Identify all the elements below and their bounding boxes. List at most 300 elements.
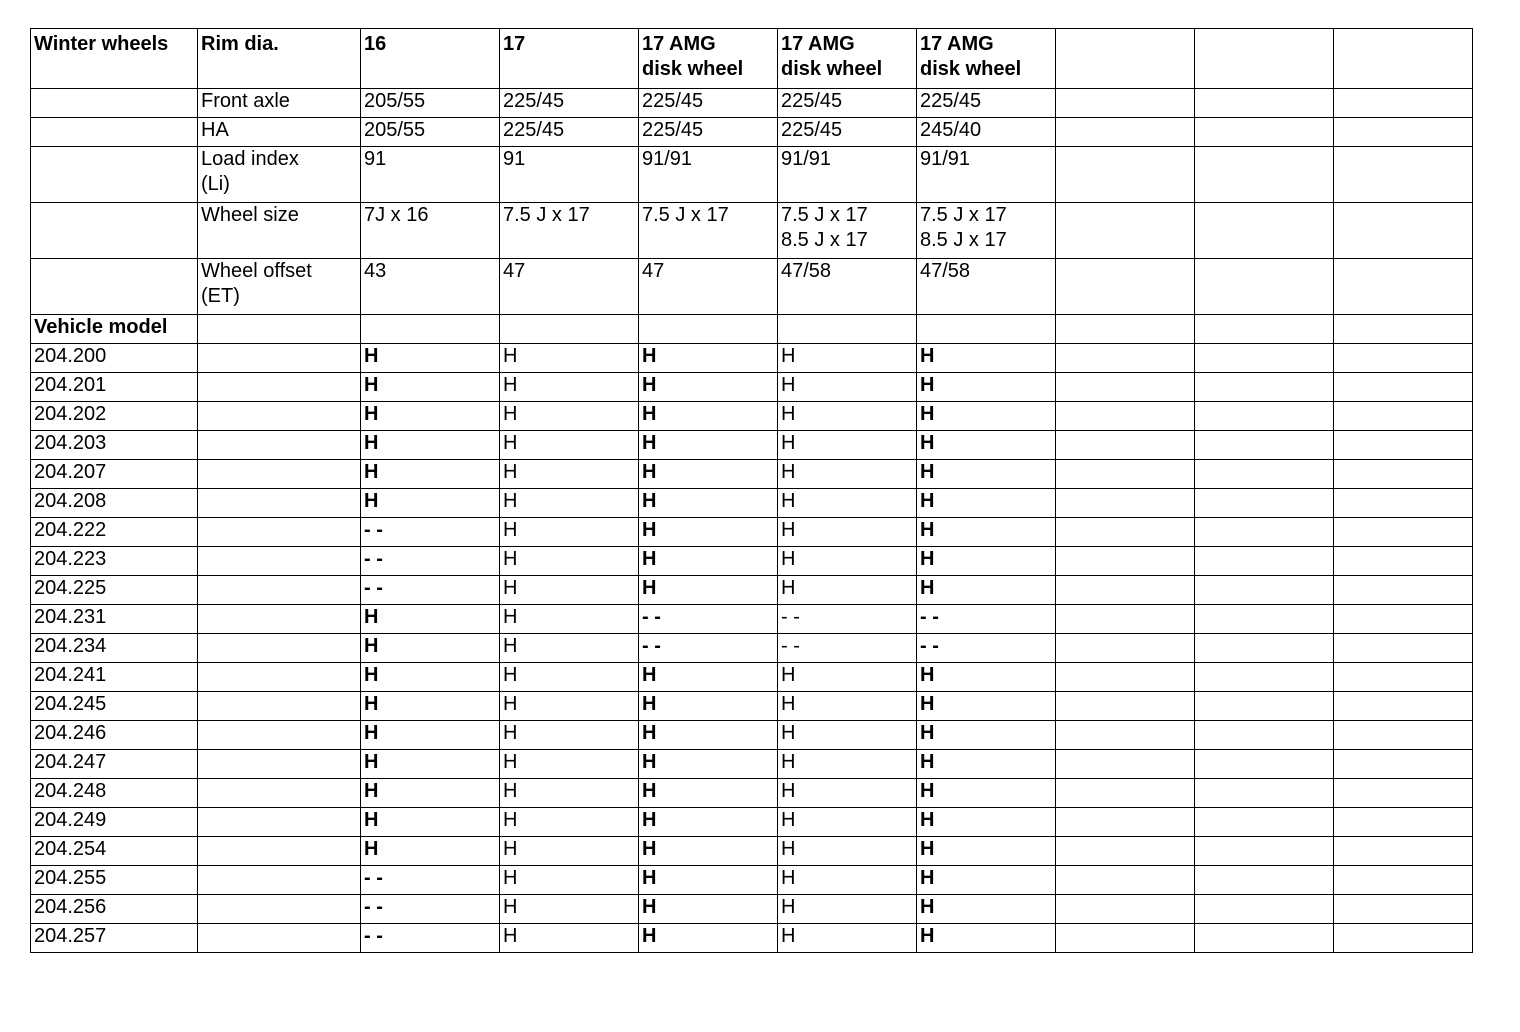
approval-cell: H xyxy=(778,663,917,692)
vehicle-model-cell: 204.257 xyxy=(31,924,198,953)
table-cell xyxy=(1056,779,1195,808)
table-cell: 7.5 J x 17 8.5 J x 17 xyxy=(778,203,917,259)
vehicle-model-cell: 204.201 xyxy=(31,373,198,402)
approval-cell: H xyxy=(778,344,917,373)
table-cell xyxy=(1334,431,1473,460)
table-cell xyxy=(1056,89,1195,118)
table-cell xyxy=(1056,721,1195,750)
table-cell xyxy=(1334,779,1473,808)
table-cell xyxy=(1056,895,1195,924)
approval-cell: H xyxy=(500,924,639,953)
vehicle-model-cell: 204.249 xyxy=(31,808,198,837)
table-cell: 245/40 xyxy=(917,118,1056,147)
approval-cell: H xyxy=(639,373,778,402)
approval-cell: H xyxy=(639,779,778,808)
table-body xyxy=(31,29,1473,953)
table-row xyxy=(31,924,1473,953)
vehicle-model-cell: 204.231 xyxy=(31,605,198,634)
table-cell: 225/45 xyxy=(639,89,778,118)
table-cell: 17 AMG disk wheel xyxy=(778,29,917,89)
table-row xyxy=(31,866,1473,895)
approval-cell: H xyxy=(639,663,778,692)
table-row xyxy=(31,344,1473,373)
approval-cell: H xyxy=(500,605,639,634)
table-row xyxy=(31,460,1473,489)
table-cell: 91 xyxy=(361,147,500,203)
vehicle-model-cell: 204.256 xyxy=(31,895,198,924)
table-cell: 17 AMG disk wheel xyxy=(917,29,1056,89)
table-cell xyxy=(1195,837,1334,866)
table-cell xyxy=(198,460,361,489)
table-cell xyxy=(1056,344,1195,373)
table-row xyxy=(31,547,1473,576)
table-cell xyxy=(1334,147,1473,203)
approval-cell: H xyxy=(917,924,1056,953)
approval-cell: H xyxy=(361,605,500,634)
table-cell xyxy=(1195,402,1334,431)
table-cell: 17 AMG disk wheel xyxy=(639,29,778,89)
table-row xyxy=(31,634,1473,663)
table-cell xyxy=(1056,663,1195,692)
winter-wheels-table xyxy=(30,28,1473,953)
table-cell xyxy=(1334,808,1473,837)
table-cell xyxy=(917,315,1056,344)
vehicle-model-cell: 204.246 xyxy=(31,721,198,750)
table-cell xyxy=(198,779,361,808)
table-cell: 225/45 xyxy=(917,89,1056,118)
approval-cell: H xyxy=(500,518,639,547)
table-cell xyxy=(198,721,361,750)
table-cell xyxy=(1334,634,1473,663)
approval-cell: H xyxy=(778,866,917,895)
header-row-rear-axle xyxy=(31,118,1473,147)
table-cell xyxy=(1056,808,1195,837)
table-cell xyxy=(1056,692,1195,721)
table-cell xyxy=(1334,895,1473,924)
table-cell xyxy=(1056,431,1195,460)
table-cell xyxy=(1195,259,1334,315)
header-row-rim xyxy=(31,29,1473,89)
table-cell xyxy=(1334,576,1473,605)
approval-cell: H xyxy=(917,344,1056,373)
table-cell xyxy=(1334,373,1473,402)
table-cell xyxy=(778,315,917,344)
table-cell xyxy=(1195,89,1334,118)
approval-cell: H xyxy=(778,431,917,460)
table-cell xyxy=(198,663,361,692)
table-cell: 225/45 xyxy=(639,118,778,147)
table-cell xyxy=(639,315,778,344)
table-cell: 91/91 xyxy=(778,147,917,203)
table-cell xyxy=(1334,460,1473,489)
approval-cell: H xyxy=(500,663,639,692)
approval-cell: H xyxy=(778,518,917,547)
table-cell xyxy=(1334,750,1473,779)
table-cell xyxy=(1195,373,1334,402)
table-cell: 7.5 J x 17 xyxy=(500,203,639,259)
table-cell xyxy=(198,576,361,605)
approval-cell: H xyxy=(917,808,1056,837)
table-cell xyxy=(1334,663,1473,692)
approval-cell: H xyxy=(917,402,1056,431)
approval-cell: H xyxy=(778,721,917,750)
header-row-vehicle-model xyxy=(31,315,1473,344)
approval-cell: H xyxy=(639,837,778,866)
approval-cell: H xyxy=(639,460,778,489)
table-cell: Vehicle model xyxy=(31,315,198,344)
approval-cell: H xyxy=(500,489,639,518)
table-cell: 47 xyxy=(639,259,778,315)
table-cell: 16 xyxy=(361,29,500,89)
approval-cell: H xyxy=(778,895,917,924)
approval-cell: - - xyxy=(361,547,500,576)
table-row xyxy=(31,576,1473,605)
approval-cell: H xyxy=(361,750,500,779)
approval-cell: H xyxy=(639,489,778,518)
vehicle-model-cell: 204.202 xyxy=(31,402,198,431)
table-cell xyxy=(1056,518,1195,547)
approval-cell: H xyxy=(500,576,639,605)
table-cell: 43 xyxy=(361,259,500,315)
approval-cell: H xyxy=(500,460,639,489)
vehicle-model-cell: 204.241 xyxy=(31,663,198,692)
table-cell xyxy=(1334,315,1473,344)
table-cell xyxy=(198,692,361,721)
table-cell: 91/91 xyxy=(639,147,778,203)
table-cell xyxy=(1334,259,1473,315)
approval-cell: H xyxy=(361,460,500,489)
table-cell xyxy=(1195,118,1334,147)
approval-cell: H xyxy=(917,779,1056,808)
approval-cell: H xyxy=(778,779,917,808)
approval-cell: H xyxy=(500,808,639,837)
table-row xyxy=(31,692,1473,721)
approval-cell: H xyxy=(917,663,1056,692)
table-cell xyxy=(31,89,198,118)
vehicle-model-cell: 204.255 xyxy=(31,866,198,895)
table-cell xyxy=(1334,692,1473,721)
table-cell xyxy=(1195,518,1334,547)
table-row xyxy=(31,402,1473,431)
table-cell xyxy=(1056,866,1195,895)
table-cell xyxy=(1334,721,1473,750)
approval-cell: - - xyxy=(639,605,778,634)
table-cell: 205/55 xyxy=(361,89,500,118)
approval-cell: H xyxy=(639,344,778,373)
table-cell xyxy=(1195,605,1334,634)
table-cell xyxy=(31,203,198,259)
table-cell: 7.5 J x 17 8.5 J x 17 xyxy=(917,203,1056,259)
approval-cell: H xyxy=(917,750,1056,779)
table-cell xyxy=(198,866,361,895)
approval-cell: H xyxy=(917,576,1056,605)
table-cell xyxy=(198,837,361,866)
header-row-front-axle xyxy=(31,89,1473,118)
table-cell xyxy=(31,147,198,203)
table-cell xyxy=(1056,576,1195,605)
approval-cell: H xyxy=(361,402,500,431)
table-cell xyxy=(1334,89,1473,118)
table-cell xyxy=(31,259,198,315)
table-cell xyxy=(1056,547,1195,576)
table-row xyxy=(31,808,1473,837)
approval-cell: H xyxy=(500,837,639,866)
table-cell xyxy=(1334,837,1473,866)
vehicle-model-cell: 204.245 xyxy=(31,692,198,721)
table-cell xyxy=(198,924,361,953)
table-cell xyxy=(1195,315,1334,344)
approval-cell: - - xyxy=(917,634,1056,663)
approval-cell: H xyxy=(778,692,917,721)
table-cell xyxy=(198,518,361,547)
approval-cell: H xyxy=(639,431,778,460)
approval-cell: H xyxy=(778,837,917,866)
table-cell xyxy=(1056,147,1195,203)
table-cell: 17 xyxy=(500,29,639,89)
approval-cell: H xyxy=(361,431,500,460)
approval-cell: H xyxy=(778,924,917,953)
table-cell xyxy=(1056,259,1195,315)
approval-cell: H xyxy=(500,373,639,402)
approval-cell: H xyxy=(500,547,639,576)
table-cell: 225/45 xyxy=(500,118,639,147)
table-cell xyxy=(198,402,361,431)
approval-cell: H xyxy=(778,402,917,431)
table-cell xyxy=(1056,373,1195,402)
vehicle-model-cell: 204.207 xyxy=(31,460,198,489)
table-cell xyxy=(1195,147,1334,203)
approval-cell: H xyxy=(361,837,500,866)
table-cell xyxy=(1334,547,1473,576)
approval-cell: H xyxy=(778,547,917,576)
table-cell xyxy=(1056,118,1195,147)
approval-cell: H xyxy=(500,779,639,808)
table-row xyxy=(31,373,1473,402)
approval-cell: H xyxy=(917,866,1056,895)
approval-cell: H xyxy=(778,576,917,605)
table-cell xyxy=(1195,29,1334,89)
approval-cell: H xyxy=(917,489,1056,518)
approval-cell: H xyxy=(500,895,639,924)
table-cell xyxy=(1334,344,1473,373)
table-cell: HA xyxy=(198,118,361,147)
approval-cell: H xyxy=(361,489,500,518)
approval-cell: H xyxy=(500,402,639,431)
table-row xyxy=(31,721,1473,750)
approval-cell: - - xyxy=(361,924,500,953)
approval-cell: H xyxy=(500,344,639,373)
table-cell: 91 xyxy=(500,147,639,203)
table-row xyxy=(31,431,1473,460)
table-row xyxy=(31,489,1473,518)
table-cell xyxy=(1056,203,1195,259)
table-cell: Rim dia. xyxy=(198,29,361,89)
approval-cell: H xyxy=(917,895,1056,924)
vehicle-model-cell: 204.247 xyxy=(31,750,198,779)
table-row xyxy=(31,750,1473,779)
approval-cell: - - xyxy=(361,866,500,895)
table-cell xyxy=(198,547,361,576)
table-cell xyxy=(1195,489,1334,518)
approval-cell: H xyxy=(639,895,778,924)
approval-cell: - - xyxy=(639,634,778,663)
table-cell xyxy=(1195,895,1334,924)
approval-cell: H xyxy=(917,431,1056,460)
approval-cell: H xyxy=(917,837,1056,866)
approval-cell: H xyxy=(639,547,778,576)
table-cell xyxy=(31,118,198,147)
table-cell xyxy=(1195,203,1334,259)
approval-cell: H xyxy=(639,750,778,779)
approval-cell: H xyxy=(500,692,639,721)
approval-cell: H xyxy=(361,663,500,692)
table-cell xyxy=(500,315,639,344)
table-cell: 47 xyxy=(500,259,639,315)
vehicle-model-cell: 204.222 xyxy=(31,518,198,547)
table-cell xyxy=(1195,779,1334,808)
table-cell xyxy=(1334,924,1473,953)
approval-cell: H xyxy=(361,344,500,373)
header-row-wheel-size xyxy=(31,203,1473,259)
approval-cell: H xyxy=(500,431,639,460)
table-cell xyxy=(1056,402,1195,431)
table-cell xyxy=(1195,721,1334,750)
table-cell xyxy=(198,315,361,344)
table-cell: 205/55 xyxy=(361,118,500,147)
table-row xyxy=(31,895,1473,924)
table-cell xyxy=(1195,663,1334,692)
approval-cell: H xyxy=(361,634,500,663)
table-cell xyxy=(198,605,361,634)
table-row xyxy=(31,605,1473,634)
table-cell xyxy=(1195,460,1334,489)
table-row xyxy=(31,837,1473,866)
approval-cell: H xyxy=(917,721,1056,750)
approval-cell: H xyxy=(500,721,639,750)
table-cell xyxy=(1195,344,1334,373)
approval-cell: - - xyxy=(778,605,917,634)
vehicle-model-cell: 204.225 xyxy=(31,576,198,605)
vehicle-model-cell: 204.200 xyxy=(31,344,198,373)
table-cell xyxy=(1195,866,1334,895)
table-cell xyxy=(198,895,361,924)
table-cell xyxy=(1195,431,1334,460)
vehicle-model-cell: 204.248 xyxy=(31,779,198,808)
table-cell: 47/58 xyxy=(778,259,917,315)
approval-cell: - - xyxy=(361,895,500,924)
approval-cell: H xyxy=(500,634,639,663)
table-cell xyxy=(1334,118,1473,147)
approval-cell: H xyxy=(639,808,778,837)
header-row-load-index xyxy=(31,147,1473,203)
approval-cell: H xyxy=(917,547,1056,576)
table-cell: Front axle xyxy=(198,89,361,118)
approval-cell: H xyxy=(917,692,1056,721)
table-cell: 7J x 16 xyxy=(361,203,500,259)
table-cell xyxy=(1056,750,1195,779)
table-cell: Winter wheels xyxy=(31,29,198,89)
table-cell xyxy=(1195,634,1334,663)
table-row xyxy=(31,663,1473,692)
table-cell xyxy=(198,373,361,402)
header-row-wheel-offset xyxy=(31,259,1473,315)
approval-cell: H xyxy=(778,808,917,837)
table-cell: Wheel offset (ET) xyxy=(198,259,361,315)
table-cell: Load index (Li) xyxy=(198,147,361,203)
table-cell xyxy=(1334,866,1473,895)
table-cell xyxy=(198,344,361,373)
table-cell xyxy=(1056,489,1195,518)
table-cell xyxy=(1056,315,1195,344)
table-cell xyxy=(1195,924,1334,953)
table-cell xyxy=(1056,924,1195,953)
table-cell xyxy=(1195,750,1334,779)
table-cell xyxy=(1334,203,1473,259)
table-cell xyxy=(198,489,361,518)
approval-cell: H xyxy=(361,808,500,837)
approval-cell: H xyxy=(639,402,778,431)
approval-cell: H xyxy=(361,721,500,750)
approval-cell: H xyxy=(917,460,1056,489)
table-cell xyxy=(198,750,361,779)
table-cell xyxy=(1056,29,1195,89)
table-cell: 91/91 xyxy=(917,147,1056,203)
approval-cell: H xyxy=(917,518,1056,547)
table-cell: 7.5 J x 17 xyxy=(639,203,778,259)
approval-cell: H xyxy=(917,373,1056,402)
approval-cell: H xyxy=(639,692,778,721)
table-cell xyxy=(361,315,500,344)
table-cell xyxy=(1056,460,1195,489)
approval-cell: H xyxy=(778,460,917,489)
approval-cell: H xyxy=(639,518,778,547)
table-cell xyxy=(1334,489,1473,518)
table-cell: 225/45 xyxy=(500,89,639,118)
approval-cell: H xyxy=(778,750,917,779)
approval-cell: H xyxy=(639,576,778,605)
approval-cell: - - xyxy=(361,518,500,547)
vehicle-model-cell: 204.208 xyxy=(31,489,198,518)
table-cell xyxy=(1195,808,1334,837)
approval-cell: H xyxy=(361,779,500,808)
table-row xyxy=(31,518,1473,547)
approval-cell: H xyxy=(361,373,500,402)
vehicle-model-cell: 204.254 xyxy=(31,837,198,866)
approval-cell: - - xyxy=(778,634,917,663)
table-cell xyxy=(1195,692,1334,721)
approval-cell: H xyxy=(639,924,778,953)
table-cell xyxy=(1334,29,1473,89)
approval-cell: - - xyxy=(361,576,500,605)
vehicle-model-cell: 204.234 xyxy=(31,634,198,663)
approval-cell: H xyxy=(500,750,639,779)
table-cell xyxy=(198,431,361,460)
table-row xyxy=(31,779,1473,808)
table-cell: Wheel size xyxy=(198,203,361,259)
table-cell: 47/58 xyxy=(917,259,1056,315)
table-cell xyxy=(198,634,361,663)
approval-cell: H xyxy=(361,692,500,721)
table-cell xyxy=(1334,605,1473,634)
table-cell xyxy=(1334,402,1473,431)
approval-cell: H xyxy=(778,489,917,518)
table-cell xyxy=(198,808,361,837)
table-cell xyxy=(1195,576,1334,605)
table-cell xyxy=(1056,634,1195,663)
vehicle-model-cell: 204.223 xyxy=(31,547,198,576)
table-cell xyxy=(1056,605,1195,634)
approval-cell: H xyxy=(500,866,639,895)
